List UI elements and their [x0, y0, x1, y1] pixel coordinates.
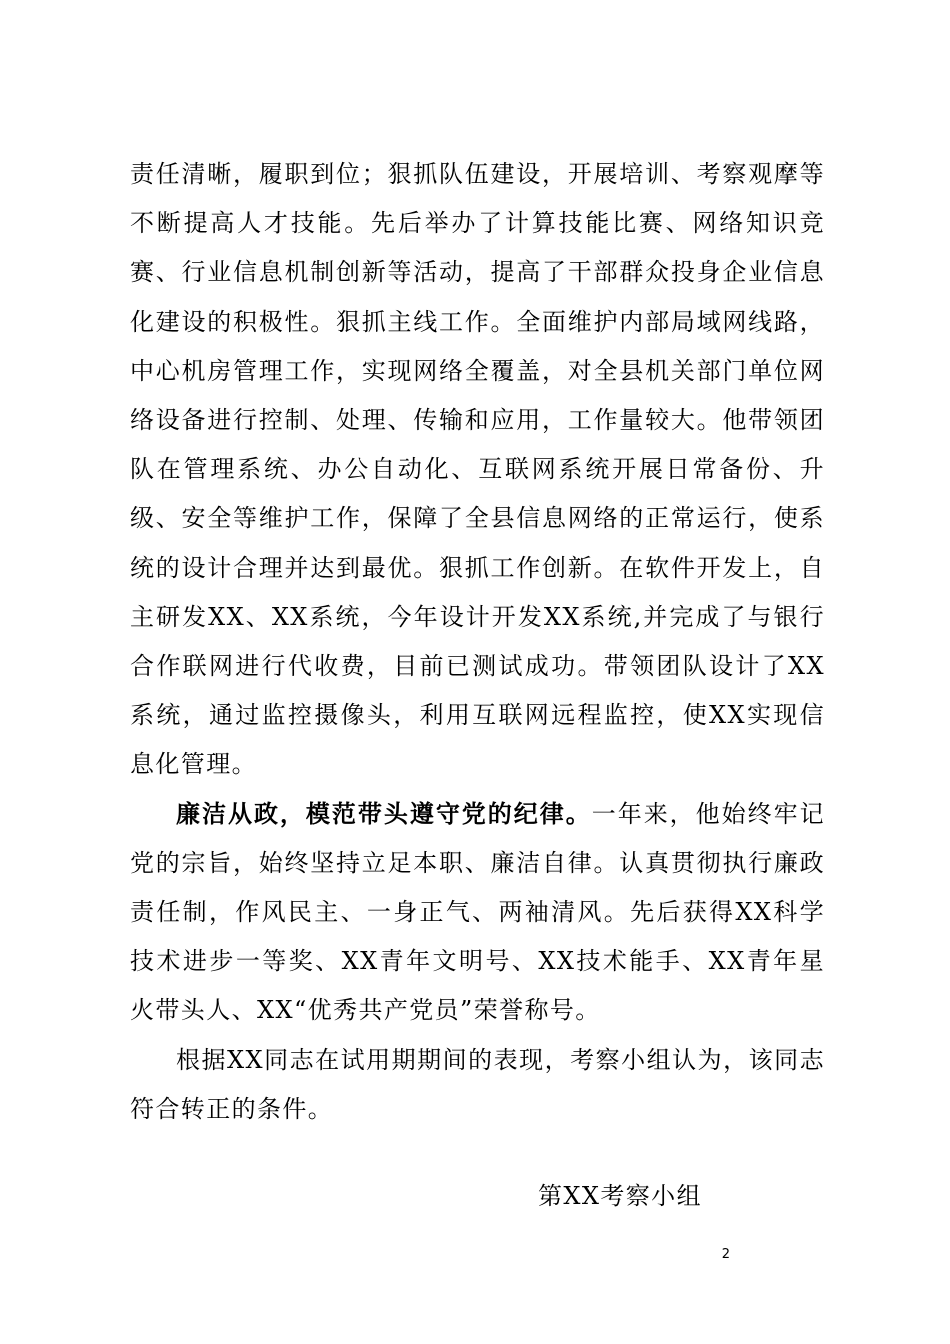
- paragraph-text: 根据XX同志在试用期期间的表现，考察小组认为，该同志符合转正的条件。: [130, 1045, 825, 1123]
- page-number: 2: [721, 1247, 730, 1262]
- document-body: [130, 150, 825, 1134]
- paragraph-integrity: [130, 790, 825, 1036]
- paragraph-lead-heading: 廉洁从政，模范带头遵守党的纪律。: [176, 799, 592, 828]
- paragraph-continuation: [130, 150, 825, 790]
- paragraph-text: 责任清晰，履职到位；狠抓队伍建设，开展培训、考察观摩等不断提高人才技能。先后举办了计算技能比赛、网络知识竞赛、行业信息机制创新等活动，提高了干部群众投身企业信息化建设的积极性。狠抓主线工作。全面维护内部局域网线路，中心机房管理工作，实现网络全覆盖，对全县机关部门单位网络设备进行控制、处理、传输和应用，工作量较大。他带领团队在管理系统、办公自动化、互联网系统开展日常备份、升级、安全等维护工作，保障了全县信息网络的正常运行，使系统的设计合理并达到最优。狠抓工作创新。在软件开发上，自主研发XX、XX系统，今年设计开发XX系统,并完成了与银行合作联网进行代收费，目前已测试成功。带领团队设计了XX系统，通过监控摄像头，利用互联网远程监控，使XX实现信息化管理。: [130, 160, 825, 779]
- paragraph-conclusion: [130, 1036, 825, 1134]
- paragraph-text: 一年来，他始终牢记党的宗旨，始终坚持立足本职、廉洁自律。认真贯彻执行廉政责任制，作风民主、一身正气、两袖清风。先后获得XX科学技术进步一等奖、XX青年文明号、XX技术能手、XX青年星火带头人、XX“优秀共产党员”荣誉称号。: [130, 799, 825, 1025]
- signature-line: 第XX考察小组: [538, 1182, 702, 1210]
